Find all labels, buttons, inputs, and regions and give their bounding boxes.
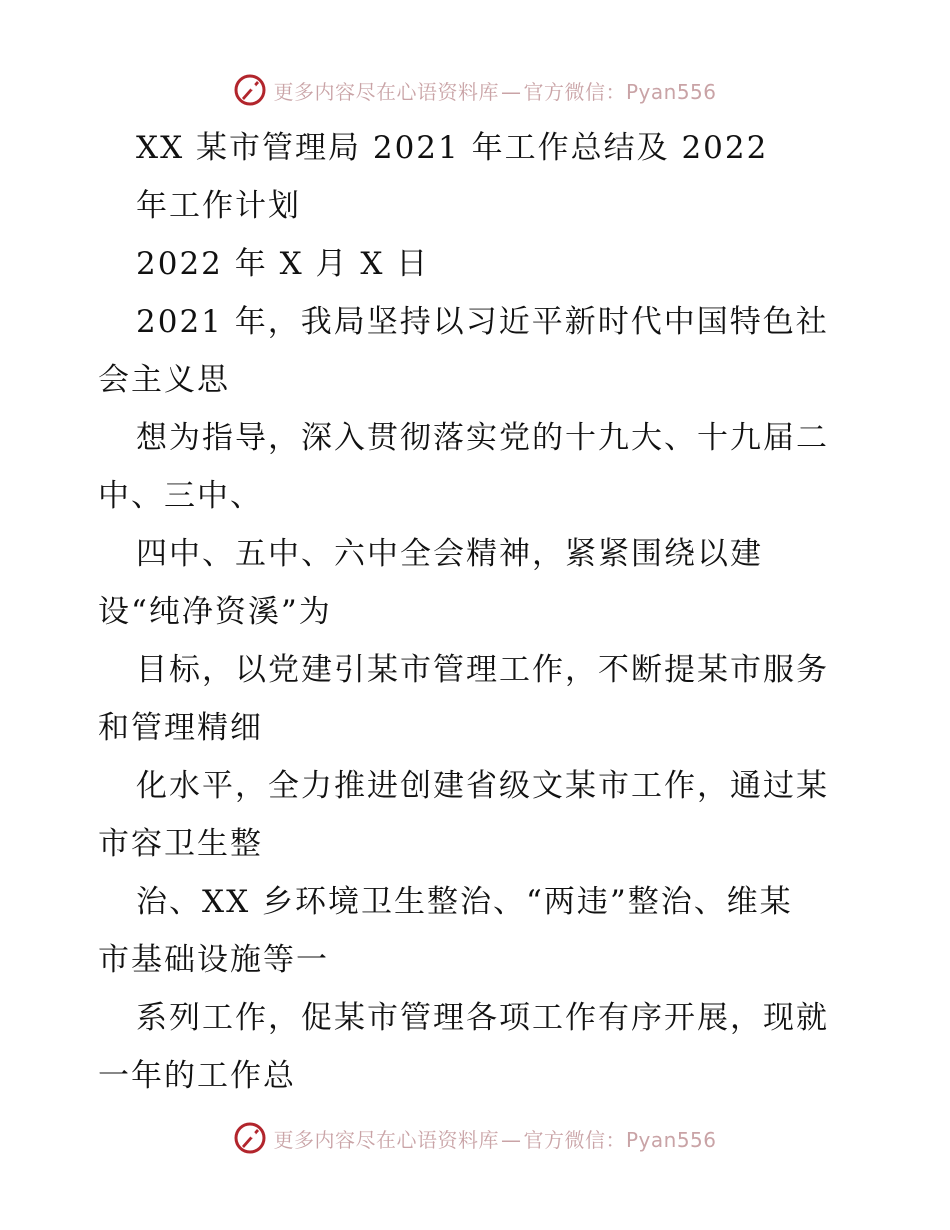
- doc-paragraph-line: 一年的工作总: [98, 1058, 296, 1094]
- doc-date: 2022 年 X 月 X 日: [136, 246, 430, 282]
- quill-pen-logo-icon: [233, 73, 267, 107]
- doc-paragraph-line: 2021 年，我局坚持以习近平新时代中国特色社: [136, 304, 829, 340]
- watermark-dash: —: [500, 1127, 522, 1152]
- watermark-dash: —: [500, 79, 522, 104]
- doc-paragraph-line: 市容卫生整: [98, 826, 263, 862]
- doc-paragraph-line: 中、三中、: [98, 478, 263, 514]
- doc-paragraph-line: 治、XX 乡环境卫生整治、“两违”整治、维某: [136, 884, 793, 920]
- watermark-site: 更多内容尽在心语资料库: [273, 1127, 499, 1152]
- doc-paragraph-line: 会主义思: [98, 362, 230, 398]
- watermark-footer: [0, 1118, 950, 1158]
- doc-paragraph-line: 想为指导，深入贯彻落实党的十九大、十九届二: [136, 420, 829, 456]
- watermark-handle: Pyan556: [625, 1127, 717, 1152]
- doc-paragraph-line: 四中、五中、六中全会精神，紧紧围绕以建: [136, 536, 763, 572]
- watermark-handle: Pyan556: [625, 79, 717, 104]
- doc-paragraph-line: 目标，以党建引某市管理工作，不断提某市服务: [136, 652, 829, 688]
- watermark-official: 官方微信：: [523, 79, 626, 104]
- doc-paragraph-line: 系列工作，促某市管理各项工作有序开展，现就: [136, 1000, 829, 1036]
- watermark-header: [0, 70, 950, 110]
- watermark-official: 官方微信：: [523, 1127, 626, 1152]
- doc-paragraph-line: 和管理精细: [98, 710, 263, 746]
- doc-paragraph-line: 化水平，全力推进创建省级文某市工作，通过某: [136, 768, 829, 804]
- doc-title-line-2: 年工作计划: [136, 188, 301, 224]
- doc-paragraph-line: 设“纯净资溪”为: [98, 594, 332, 630]
- watermark-site: 更多内容尽在心语资料库: [273, 79, 499, 104]
- doc-paragraph-line: 市基础设施等一: [98, 942, 329, 978]
- watermark-text: [273, 1124, 716, 1153]
- watermark-text: [273, 76, 716, 105]
- doc-title-line-1: XX 某市管理局 2021 年工作总结及 2022: [136, 130, 769, 166]
- quill-pen-logo-icon: [233, 1121, 267, 1155]
